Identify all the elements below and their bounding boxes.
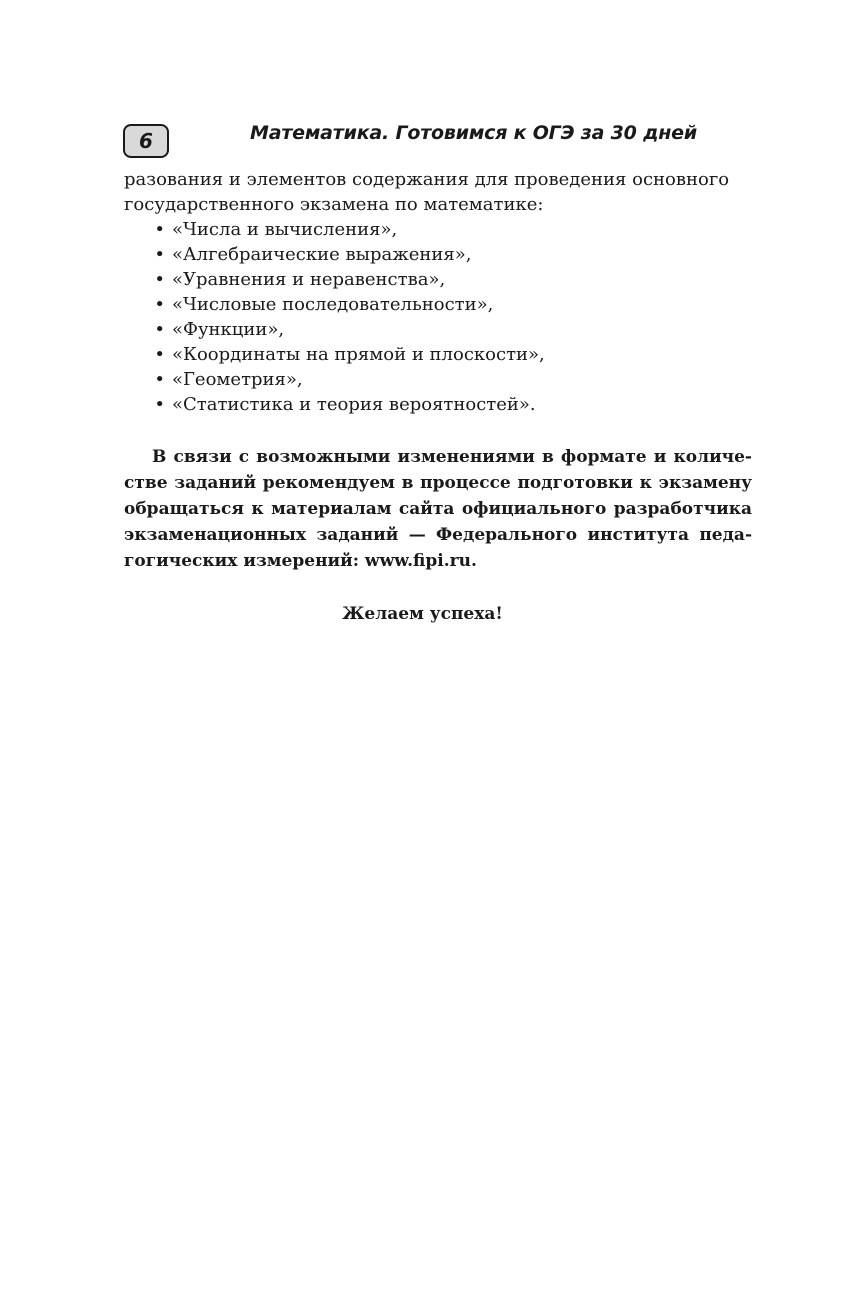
- topic-item: • «Числа и вычисления»,: [124, 217, 752, 242]
- notice-line: В связи с возможными изменениями в формате и количе-: [152, 447, 752, 467]
- exam-notice-paragraph: [124, 444, 752, 574]
- topic-item: • «Геометрия»,: [124, 367, 752, 392]
- intro-line-2: государственного экзамена по математике:: [124, 194, 544, 215]
- notice-line: стве заданий рекомендуем в процессе подготовки к экзамену: [124, 473, 752, 493]
- topic-item: • «Функции»,: [124, 317, 752, 342]
- topic-item: • «Алгебраические выражения»,: [124, 242, 752, 267]
- page-number: [123, 124, 169, 158]
- notice-line: гогических измерений: www.fipi.ru.: [124, 551, 477, 571]
- intro-line-1: разования и элементов содержания для проведения основного: [124, 169, 730, 190]
- page-number-value: 6: [139, 129, 153, 153]
- topic-item: • «Уравнения и неравенства»,: [124, 267, 752, 292]
- topic-item: • «Статистика и теория вероятностей».: [124, 392, 752, 417]
- topic-item: • «Числовые последовательности»,: [124, 292, 752, 317]
- closing-wish: Желаем успеха!: [342, 604, 503, 624]
- body-text: [124, 167, 752, 417]
- notice-line: экзаменационных заданий — Федерального института педа-: [124, 525, 752, 545]
- running-header-title: Математика. Готовимся к ОГЭ за 30 дней: [250, 122, 697, 144]
- notice-line: обращаться к материалам сайта официального разработчика: [124, 499, 752, 519]
- topic-item: • «Координаты на прямой и плоскости»,: [124, 342, 752, 367]
- topic-list: [124, 217, 752, 417]
